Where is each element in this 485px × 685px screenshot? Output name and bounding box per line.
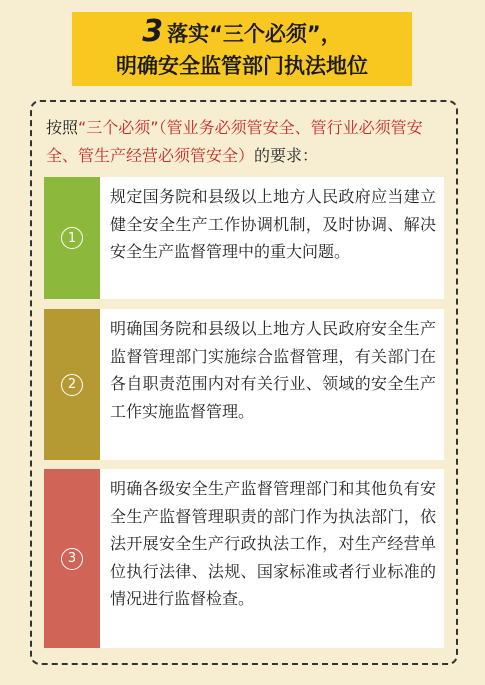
section-number: 3 <box>142 14 164 49</box>
card-number-block <box>44 469 100 648</box>
title-text-2: 明确安全监管部门执法地位 <box>116 54 368 78</box>
requirement-card-3 <box>44 469 444 648</box>
title-text-1: 落实“三个必须”， <box>167 22 342 46</box>
intro-suffix: 的要求： <box>254 146 319 165</box>
title-line-1 <box>142 14 342 49</box>
intro-paragraph <box>46 114 446 170</box>
card-text: 规定国务院和县级以上地方人民政府应当建立健全安全生产工作协调机制，及时协调、解决安全生产监督管理中的重大问题。 <box>110 187 436 261</box>
card-text: 明确国务院和县级以上地方人民政府安全生产监督管理部门实施综合监督管理，有关部门在各自职责范围内对有关行业、领域的安全生产工作实施监督管理。 <box>110 319 436 421</box>
card-text: 明确各级安全生产监督管理部门和其他负有安全生产监督管理职责的部门作为执法部门，依法开展安全生产行政执法工作，对生产经营单位执行法律、法规、国家标准或者行业标准的情况进行监督检查。 <box>110 479 436 608</box>
requirement-card-2 <box>44 309 444 460</box>
circled-number: 2 <box>61 374 83 396</box>
card-number-block <box>44 177 100 299</box>
title-banner <box>72 12 412 86</box>
intro-highlight: “三个必须”（管业务必须管安全、管行业必须管安全、管生产经营必须管安全） <box>46 118 423 165</box>
requirement-card-1 <box>44 177 444 299</box>
card-number-block <box>44 309 100 460</box>
circled-number: 3 <box>61 548 83 570</box>
intro-prefix: 按照 <box>46 118 79 137</box>
circled-number: 1 <box>61 227 83 249</box>
